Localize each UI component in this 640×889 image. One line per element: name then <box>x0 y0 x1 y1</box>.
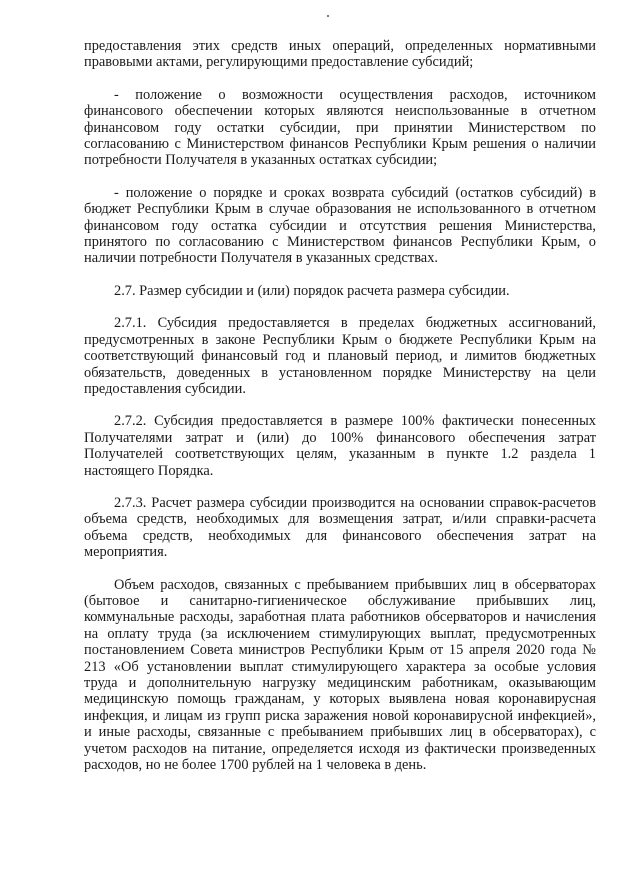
paragraph-continuation: предоставления этих средств иных операций, определенных нормативными правовыми актами, регулирующими предоставление субсидий; <box>84 38 596 71</box>
paragraph-unused-balance: - положение о возможности осуществления расходов, источником финансового обеспечении которых являются неиспользованные в отчетном финансовом году остатки субсидии, при принятии Министерством по согласованию с Министерством финансов Республики Крым решения о наличии потребности Получателя в указанных остатках субсидии; <box>84 86 596 169</box>
paragraph-2-7-3: 2.7.3. Расчет размера субсидии производится на основании справок-расчетов объема средств, необходимых для возмещения затрат, и/или справки-расчета объема средств, необходимых для финансового обеспечения затрат на мероприятия. <box>84 494 596 561</box>
paragraph-2-7-1: 2.7.1. Субсидия предоставляется в пределах бюджетных ассигнований, предусмотренных в законе Республики Крым о бюджете Республики Крым на соответствующий финансовый год и плановый период, и лимитов бюджетных обязательств, доведенных в установленном порядке Министерству на цели предоставления субсидии. <box>84 315 596 397</box>
paragraph-expenses: Объем расходов, связанных с пребыванием прибывших лиц в обсерваторах (бытовое и санитарно-гигиеническое обслуживание прибывших лиц, коммунальные расходы, заработная плата работников обсерваторов и начисления на оплату труда (за исключением стимулирующих выплат, предусмотренных постановлением Совета министров Республики Крым от 15 апреля 2020 года № 213 «Об установлении выплат стимулирующего характера за особые условия труда и дополнительную нагрузку медицинским работникам, оказывающим медицинскую помощь гражданам, у которых выявлена новая коронавирусная инфекция, и лицам из групп риска заражения новой коронавирусной инфекцией», и иные расходы, связанные с пребыванием прибывших лиц в обсерваторах), с учетом расходов на питание, определяется исходя из фактически произведенных расходов, но не более 1700 рублей на 1 человека в день. <box>84 576 596 774</box>
paragraph-return-procedure: - положение о порядке и сроках возврата субсидий (остатков субсидий) в бюджет Республики Крым в случае образования не использованного в отчетном финансовом году остатка субсидии и отсутствия решения Министерства, принятого по согласованию с Министерством финансов Республики Крым, о наличии потребности Получателя в указанных средствах. <box>84 184 596 267</box>
document-page <box>84 38 596 773</box>
page-mark <box>327 15 329 17</box>
paragraph-2-7-2: 2.7.2. Субсидия предоставляется в размере 100% фактически понесенных Получателями затрат и (или) до 100% финансового обеспечения затрат Получателей соответствующих целям, указанным в пункте 1.2 раздела 1 настоящего Порядка. <box>84 413 596 479</box>
section-heading-2-7: 2.7. Размер субсидии и (или) порядок расчета размера субсидии. <box>114 282 510 299</box>
